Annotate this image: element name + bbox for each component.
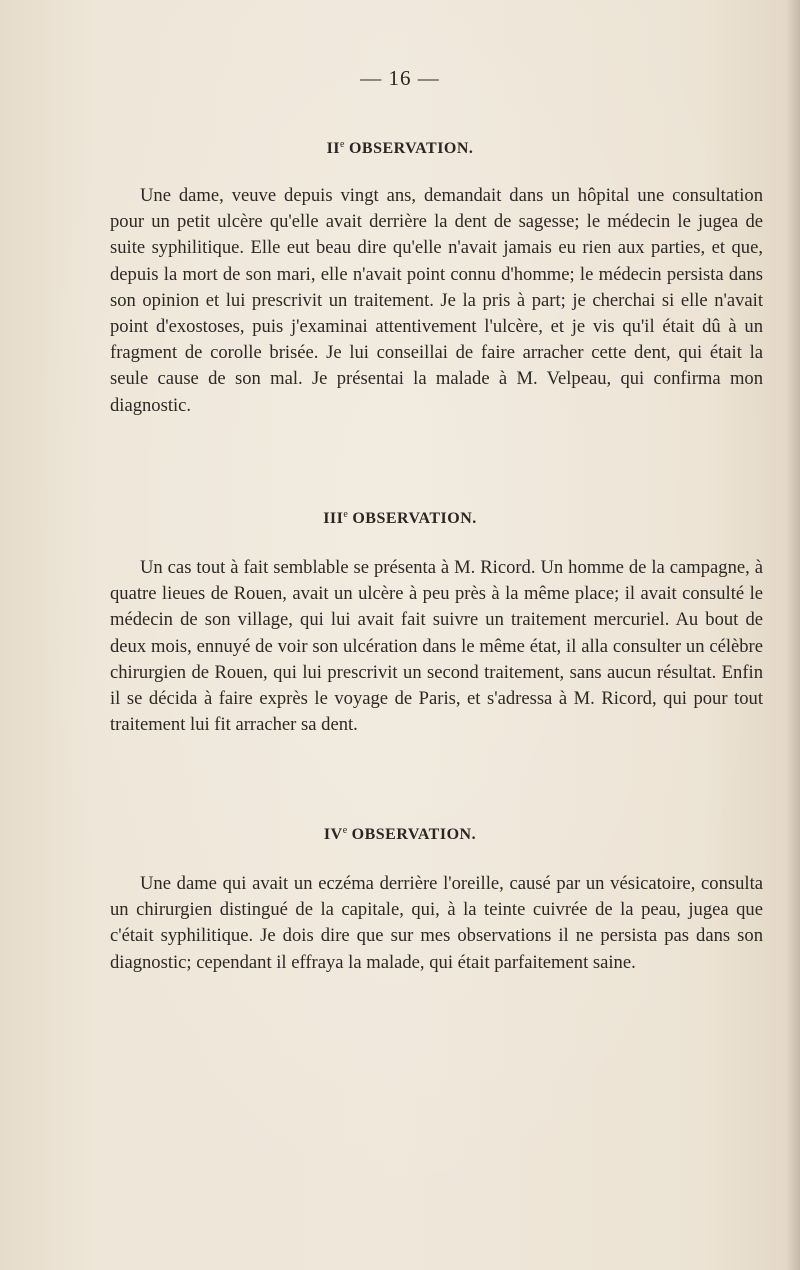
section-3-paragraph: Un cas tout à fait semblable se présenta à M. Ricord. Un homme de la campagne, à quatre lieues de Rouen, avait un ulcère à peu près à la même place; il avait consulté le médecin de son village, qui lui avait fait suivre un traitement mercuriel. Au bout de deux mois, ennuyé de voir son ulcération dans le même état, il alla consulter un célèbre chirurgien de Rouen, qui lui prescrivit un second traitement, sans aucun résultat. Enfin il se décida à faire exprès le voyage de Paris, et s'adressa à M. Ricord, qui pour tout traitement lui fit arracher sa dent. [110, 557, 763, 736]
section-2-superscript: e [340, 139, 345, 150]
section-4-roman: IV [323, 826, 343, 843]
section-heading-3 [0, 509, 800, 528]
section-2-paragraph: Une dame, veuve depuis vingt ans, demandait dans un hôpital une consultation pour un petit ulcère qu'elle avait derrière la dent de sagesse; le médecin le jugea de suite syphilitique. Elle eut beau dire qu'elle n'avait jamais eu rien aux parties, et que, depuis la mort de son mari, elle n'avait point connu d'homme; le médecin persista dans son opinion et lui prescrivit un traitement. Je la pris à part; je cherchai si elle n'avait point d'exostoses, puis j'examinai attentivement l'ulcère, et je vis qu'il était dû à un fragment de corolle brisée. Je lui conseillai de faire arracher cette dent, qui était la seule cause de son mal. Je présentai la malade à M. Velpeau, qui confirma mon diagnostic. [110, 185, 763, 416]
section-2-title: OBSERVATION. [348, 140, 474, 157]
section-4-superscript: e [342, 825, 348, 836]
section-4-paragraph: Une dame qui avait un eczéma derrière l'oreille, causé par un vésicatoire, consulta un chirurgien distingué de la capitale, qui, à la teinte cuivrée de la peau, jugea que c'était syphilitique. Je dois dire que sur mes observations il ne persista pas dans son diagnostic; cependant il effraya la malade, qui était parfaitement saine. [110, 873, 763, 973]
page-edge-shadow [786, 0, 800, 1270]
section-3-superscript: e [343, 509, 349, 520]
page-number: — 16 — [360, 66, 440, 90]
section-heading-4 [0, 825, 800, 844]
section-heading-2 [0, 139, 800, 158]
section-3-title: OBSERVATION. [352, 510, 477, 527]
section-2-roman: II [326, 140, 341, 157]
section-3-roman: III [323, 510, 344, 527]
section-4-title: OBSERVATION. [351, 826, 477, 843]
